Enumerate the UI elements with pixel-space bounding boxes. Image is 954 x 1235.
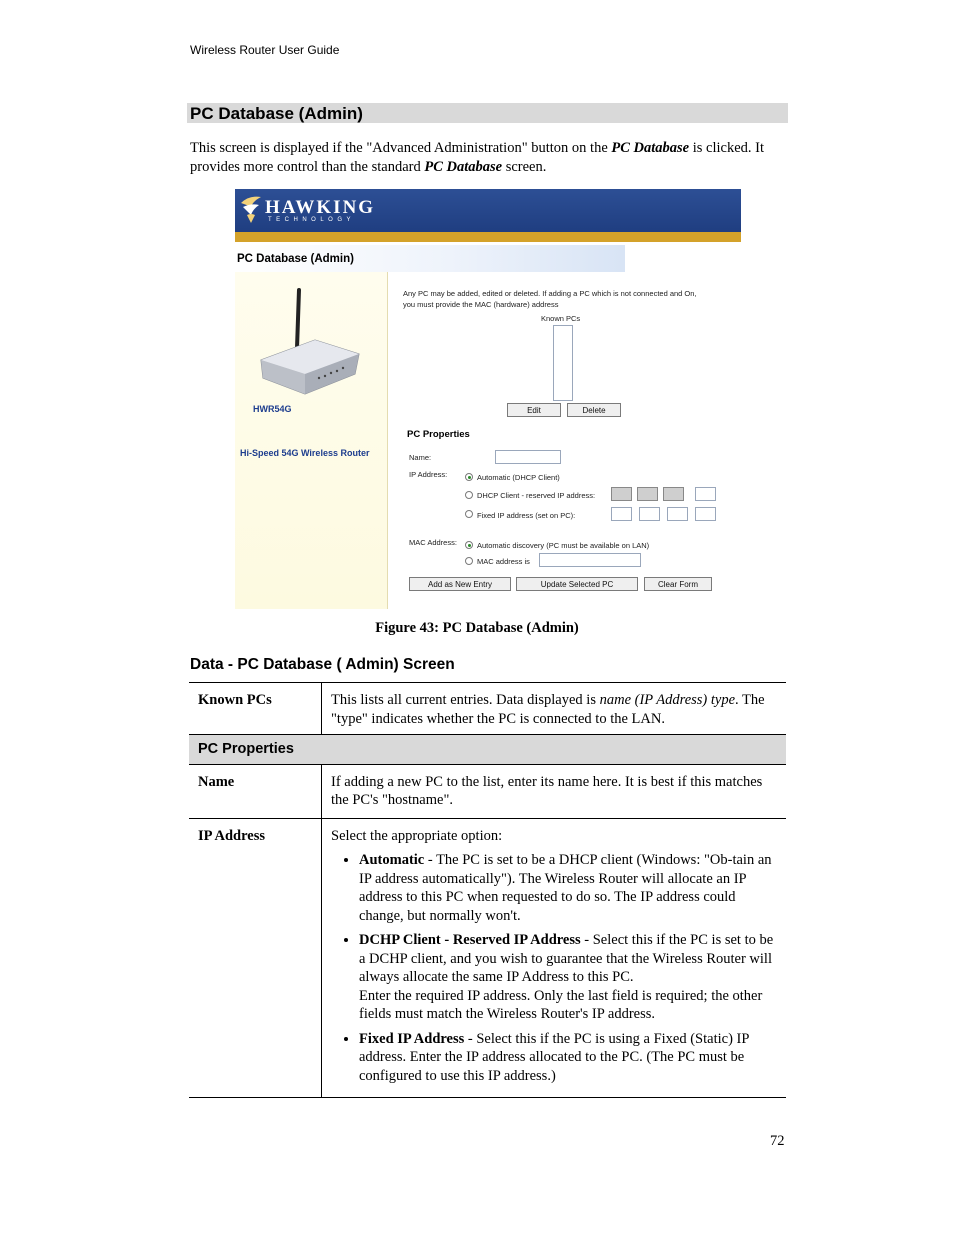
ip-address-label: IP Address: [409,470,448,479]
intro-text-2: is clicked. It provides more control than the standard [190,140,765,175]
figure-caption: Figure 43: PC Database (Admin) [375,620,579,636]
ip-fixed-radio[interactable] [465,510,473,518]
intro-paragraph [190,139,790,176]
figure-product-panel [235,272,388,609]
mac-manual-label: MAC address is [477,557,530,566]
option-automatic-text: - The PC is set to be a DHCP client (Windows: "Ob-tain an IP address automatically"). The Wireless Router will allocate an IP address to this PC when requested to do so. The IP address could change, but normally won't. [359,852,772,924]
name-input[interactable] [495,450,561,464]
option-fixed-term: Fixed IP Address [359,1030,465,1047]
pc-properties-band: PC Properties [189,735,786,765]
option-reserved-text: - Select this if the PC is set to be a DCHP client, and you wish to guarantee that the Wireless Router will always allocate the same IP Address to this PC. [359,932,774,985]
data-section-title: Data - PC Database ( Admin) Screen [190,656,455,673]
fixed-ip-octet-2[interactable] [639,507,660,521]
known-pcs-description [322,683,787,735]
figure-info-line-2: you must provide the MAC (hardware) address [403,300,559,309]
ip-address-term: IP Address [189,818,322,1098]
table-row [189,735,786,765]
edit-button[interactable]: Edit [507,403,561,417]
ip-address-options [331,851,778,1085]
router-tagline: Hi-Speed 54G Wireless Router [240,448,370,458]
option-automatic-term: Automatic [359,852,425,868]
mac-auto-label: Automatic discovery (PC must be available on LAN) [477,541,650,550]
section-title: PC Database (Admin) [187,103,788,123]
hawk-icon [239,193,263,225]
reserved-ip-octet-3 [663,487,684,501]
name-term: Name [189,764,322,818]
mac-address-label: MAC Address: [409,538,457,547]
option-reserved-term: DCHP Client - Reserved IP Address [359,932,581,948]
intro-text-1: This screen is displayed if the "Advanced Administration" button on the [190,140,612,156]
ip-reserved-label: DHCP Client - reserved IP address: [477,491,596,500]
ip-address-description [322,818,787,1098]
figure-page-title: PC Database (Admin) [237,253,354,265]
known-pcs-text-1: This lists all current entries. Data displayed is [331,692,600,708]
table-row [189,818,786,1098]
mac-manual-radio[interactable] [465,557,473,565]
known-pcs-italic: name (IP Address) type [599,692,736,708]
intro-emphasis-2: PC Database [424,158,503,175]
logo-subtitle: TECHNOLOGY [268,217,356,223]
reserved-ip-octet-4[interactable] [695,487,716,501]
intro-text-3: screen. [502,158,547,175]
update-selected-pc-button[interactable]: Update Selected PC [516,577,638,591]
figure-screenshot [235,189,741,609]
reserved-ip-octet-2 [637,487,658,501]
figure-info-line-1: Any PC may be added, edited or deleted. If adding a PC which is not connected and On, [403,289,697,298]
delete-button[interactable]: Delete [567,403,621,417]
router-model: HWR54G [253,404,292,414]
ip-automatic-label: Automatic (DHCP Client) [477,473,560,482]
ip-fixed-label: Fixed IP address (set on PC): [477,511,576,520]
ip-address-intro: Select the appropriate option: [331,827,503,844]
table-row [189,683,786,735]
data-table [189,682,786,1098]
mac-auto-radio[interactable] [465,541,473,549]
page-number: 72 [770,1133,785,1149]
add-new-entry-button[interactable]: Add as New Entry [409,577,511,591]
logo-wordmark: HAWKING [265,197,376,218]
table-row [189,764,786,818]
fixed-ip-octet-1[interactable] [611,507,632,521]
fixed-ip-octet-4[interactable] [695,507,716,521]
running-header: Wireless Router User Guide [190,43,340,57]
clear-form-button[interactable]: Clear Form [644,577,712,591]
fixed-ip-octet-3[interactable] [667,507,688,521]
mac-address-input[interactable] [539,553,641,567]
intro-emphasis-1: PC Database [611,140,690,156]
router-image [235,282,387,412]
pc-properties-heading: PC Properties [407,429,470,440]
known-pcs-list[interactable] [553,325,573,401]
known-pcs-label: Known PCs [541,314,581,323]
known-pcs-term: Known PCs [189,683,322,735]
reserved-ip-octet-1 [611,487,632,501]
ip-reserved-radio[interactable] [465,491,473,499]
name-label: Name: [409,453,432,462]
option-reserved-text-2: Enter the required IP address. Only the last field is required; the other fields must match the Wireless Router's IP address. [359,987,763,1022]
list-item [359,851,778,925]
list-item [359,1030,778,1086]
name-description: If adding a new PC to the list, enter its name here. It is best if this matches the PC's "hostname". [322,764,787,818]
ip-automatic-radio[interactable] [465,473,473,481]
known-pcs-text-2: . The "type" indicates whether the PC is connected to the LAN. [331,692,765,727]
list-item [359,931,778,1024]
option-fixed-text: - Select this if the PC is using a Fixed (Static) IP address. Enter the IP address allocated to the PC. (The PC must be configured to use this IP address.) [359,1030,749,1084]
figure-banner-stripe [235,232,741,242]
